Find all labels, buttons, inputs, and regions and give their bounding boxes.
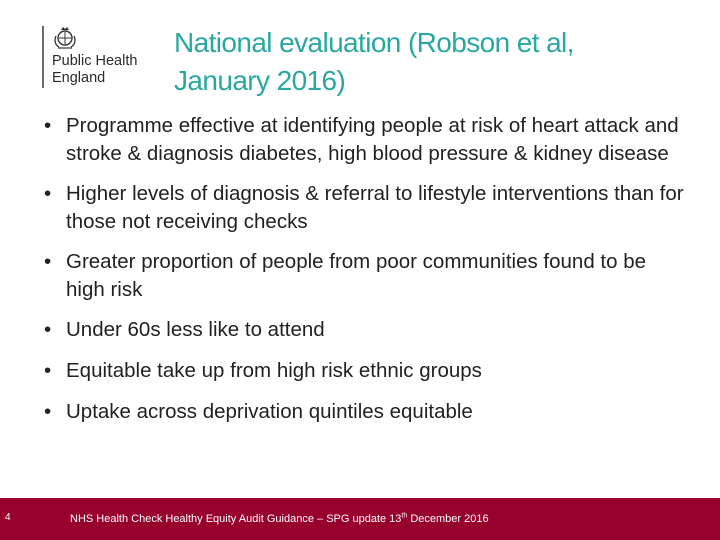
footer-text-end: December 2016: [407, 513, 489, 525]
bullet-text: Under 60s less like to attend: [66, 318, 325, 341]
bullet-dot: •: [44, 359, 52, 382]
bullet-text: Programme effective at identifying people at risk of heart attack and stroke & diagnosis diabetes, high blood pressure & kidney disease: [66, 114, 679, 165]
slide-title: [174, 24, 694, 100]
bullet-dot: •: [44, 114, 52, 137]
logo-line-1: Public Health: [52, 53, 138, 69]
bullet-list: [44, 112, 684, 426]
bullet-item: [44, 316, 684, 344]
bullet-item: [44, 398, 684, 426]
footer-text-main: NHS Health Check Healthy Equity Audit Guidance – SPG update 13: [70, 513, 402, 525]
bullet-item: [44, 112, 684, 168]
page-number: 4: [5, 512, 11, 523]
bullet-dot: •: [44, 318, 52, 341]
bullet-text: Higher levels of diagnosis & referral to lifestyle interventions than for those not receiving checks: [66, 182, 684, 233]
royal-crest-icon: [52, 24, 78, 50]
footer-bar: [0, 498, 720, 540]
bullet-item: [44, 357, 684, 385]
footer-text: [70, 513, 489, 525]
bullet-item: [44, 180, 684, 236]
bullet-dot: •: [44, 400, 52, 423]
bullet-text: Uptake across deprivation quintiles equitable: [66, 400, 473, 423]
logo-line-2: England: [52, 70, 106, 86]
footer-superscript: th: [401, 512, 408, 520]
bullet-dot: •: [44, 182, 52, 205]
phe-logo: [42, 22, 152, 92]
bullet-item: [44, 248, 684, 304]
bullet-text: Greater proportion of people from poor communities found to be high risk: [66, 250, 647, 301]
bullet-text: Equitable take up from high risk ethnic groups: [66, 359, 482, 382]
logo-org-name: [52, 53, 137, 87]
bullet-dot: •: [44, 250, 52, 273]
title-line-2: January 2016): [174, 65, 346, 96]
logo-divider: [42, 26, 44, 88]
title-line-1: National evaluation (Robson et al,: [174, 27, 574, 58]
